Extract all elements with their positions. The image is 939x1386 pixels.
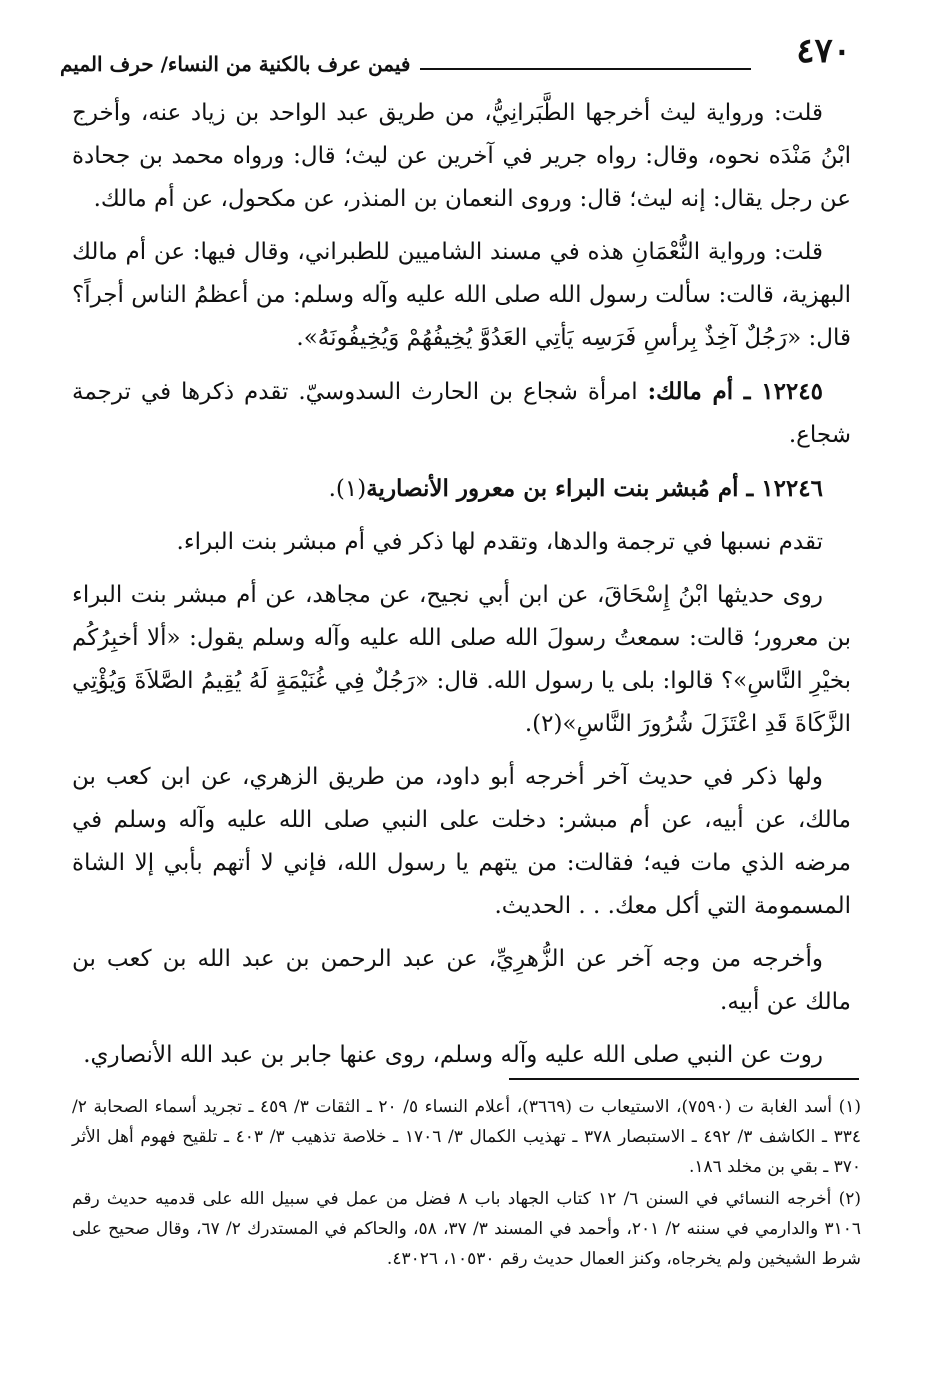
entry-text: امرأة شجاع بن الحارث السدوسيّ. تقدم ذكرها في ترجمة شجاع. bbox=[72, 379, 851, 448]
entry-heading: ١٢٢٤٦ ـ أم مُبشر بنت البراء بن معرور الأنصارية bbox=[366, 475, 823, 502]
paragraph: قلت: ورواية ليث أخرجها الطَّبَرانِيُّ، من طريق عبد الواحد بن زياد عنه، وأخرج ابْنُ مَنْدَه نحوه، وقال: رواه جرير في آخرين عن ليث؛ قال: ورواه محمد بن جحادة عن رجل يقال: إنه ليث؛ قال: وروى النعمان بن المنذر، عن مكحول، عن أم مالك. bbox=[72, 100, 851, 212]
entry-heading: ١٢٢٤٥ ـ أم مالك: bbox=[647, 378, 823, 405]
paragraph: روى حديثها ابْنُ إِسْحَاقَ، عن ابن أبي نجيح، عن مجاهد، عن أم مبشر بنت البراء بن معرور؛ قالت: سمعتُ رسولَ الله صلى الله عليه وآله وسلم يقول: «ألا أخبِرُكُم بخيْرِ النَّاسِ»؟ قالوا: بلى يا رسول الله. قال: «رَجُلٌ فِي غُنَيْمَةٍ لَهُ يُقِيمُ الصَّلاَةَ وَيُؤْتِي الزَّكَاةَ قَدِ اعْتَزَلَ شُرُورَ النَّاسِ»(٢). bbox=[72, 582, 851, 737]
main-text bbox=[72, 92, 851, 1087]
paragraph: تقدم نسبها في ترجمة والدها، وتقدم لها ذكر في أم مبشر بنت البراء. bbox=[176, 529, 823, 555]
paragraph: ولها ذكر في حديث آخر أخرجه أبو داود، من طريق الزهري، عن ابن كعب بن مالك، عن أبيه، عن أم مبشر: دخلت على النبي صلى الله عليه وآله وسلم في مرضه الذي مات فيه؛ فقالت: من يتهم يا رسول الله، فإني لا أتهم بأبي إلا الشاة المسمومة التي أكل معك. . . الحديث. bbox=[72, 764, 851, 919]
footnote-2: (٢) أخرجه النسائي في السنن ٦/ ١٢ كتاب الجهاد باب ٨ فضل من عمل في سبيل الله على قدميه حديث رقم ٣١٠٦ والدارمي في سننه ٢/ ٢٠١، وأحمد في المسند ٣/ ٣٧، ٥٨، والحاكم في المستدرك ٢/ ٦٧، وقال صحيح على شرط الشيخين ولم يخرجاه، وكنز العمال حديث رقم ١٠٥٣٠، ٤٣٠٢٦. bbox=[72, 1189, 862, 1269]
entry bbox=[72, 370, 851, 457]
footnote-1: (١) أسد الغابة ت (٧٥٩٠)، الاستيعاب ت (٣٦٦٩)، أعلام النساء ٥/ ٢٠ ـ الثقات ٣/ ٤٥٩ ـ تجريد أسماء الصحابة ٢/ ٣٣٤ ـ الكاشف ٣/ ٤٩٢ ـ الاستبصار ٣٧٨ ـ تهذيب الكمال ٣/ ١٧٠٦ ـ خلاصة تذهيب ٣/ ٤٠٣ ـ تلقيح فهوم أهل الأثر ٣٧٠ ـ بقي بن مخلد ١٨٦. bbox=[72, 1097, 861, 1177]
paragraph: وأخرجه من وجه آخر عن الزُّهرِيِّ، عن عبد الرحمن بن عبد الله بن كعب بن مالك عن أبيه. bbox=[72, 946, 851, 1015]
footnotes bbox=[72, 1092, 861, 1276]
entry bbox=[72, 467, 851, 511]
footnote-rule bbox=[509, 1078, 859, 1080]
paragraph: روت عن النبي صلى الله عليه وآله وسلم، روى عنها جابر بن عبد الله الأنصاري. bbox=[83, 1042, 823, 1068]
header-rule bbox=[420, 68, 751, 70]
page-header bbox=[60, 30, 851, 80]
footnote-mark: (١). bbox=[328, 476, 367, 502]
page-number: ٤٧٠ bbox=[796, 31, 851, 71]
running-title: فيمن عرف بالكنية من النساء/ حرف الميم bbox=[60, 52, 411, 76]
paragraph: قلت: ورواية النُّعْمَانِ هذه في مسند الشاميين للطبراني، وقال فيها: عن أم مالك البهزية، قالت: سألت رسول الله صلى الله عليه وآله وسلم: من أعظمُ الناس أجراً؟ قال: «رَجُلٌ آخِذٌ بِرأسِ فَرَسِه يَأتِي العَدُوَّ يُخِيفُهُمْ وَيُخِيفُونَهُ». bbox=[72, 239, 851, 351]
